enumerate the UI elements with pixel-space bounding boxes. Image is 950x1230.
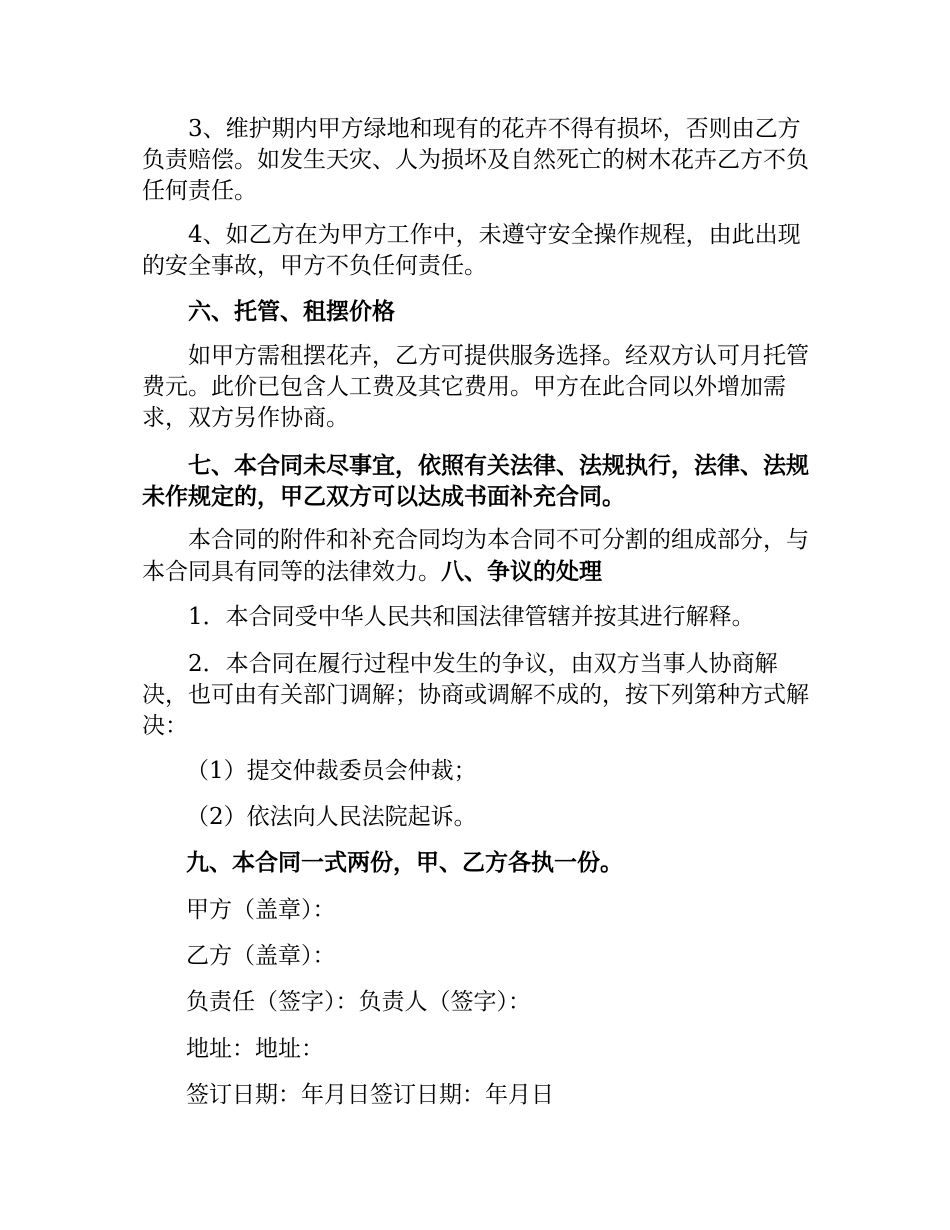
clause-3-paragraph: 3、维护期内甲方绿地和现有的花卉不得有损坏，否则由乙方负责赔偿。如发生天灾、人为损坏及自然死亡的树木花卉乙方不负任何责任。 [142, 116, 809, 204]
party-b-seal: 乙方（盖章）： [186, 943, 336, 969]
attachment-paragraph [142, 525, 822, 588]
section-8-heading: 八、争议的处理 [441, 558, 602, 585]
responsible-signature: 负责任（签字）：负责人（签字）： [186, 989, 531, 1015]
dispute-clause-2: 2．本合同在履行过程中发生的争议，由双方当事人协商解决，也可由有关部门调解；协商或调解不成的，按下列第种方式解决： [142, 651, 809, 739]
dispute-option-2: （2）依法向人民法院起诉。 [186, 804, 477, 830]
dispute-clause-1: 1．本合同受中华人民共和国法律管辖并按其进行解释。 [188, 604, 755, 630]
dispute-option-1: （1）提交仲裁委员会仲裁； [186, 758, 477, 784]
clause-4-paragraph: 4、如乙方在为甲方工作中，未遵守安全操作规程，由此出现的安全事故，甲方不负任何责任。 [142, 222, 801, 279]
party-a-seal: 甲方（盖章）： [186, 897, 336, 923]
attachment-text: 本合同的附件和补充合同均为本合同不可分割的组成部分，与本合同具有同等的法律效力。 [142, 527, 809, 585]
signing-date-line: 签订日期：年月日签订日期：年月日 [186, 1082, 554, 1108]
address-line: 地址：地址： [186, 1036, 324, 1062]
section-6-heading: 六、托管、租摆价格 [188, 298, 395, 325]
pricing-paragraph: 如甲方需租摆花卉，乙方可提供服务选择。经双方认可月托管费元。此价已包含人工费及其它费用。甲方在此合同以外增加需求，双方另作协商。 [142, 343, 809, 431]
section-9-heading: 九、本合同一式两份，甲、乙方各执一份。 [186, 849, 623, 876]
section-7-heading: 七、本合同未尽事宜，依照有关法律、法规执行，法律、法规未作规定的，甲乙双方可以达成书面补充合同。 [142, 452, 809, 510]
